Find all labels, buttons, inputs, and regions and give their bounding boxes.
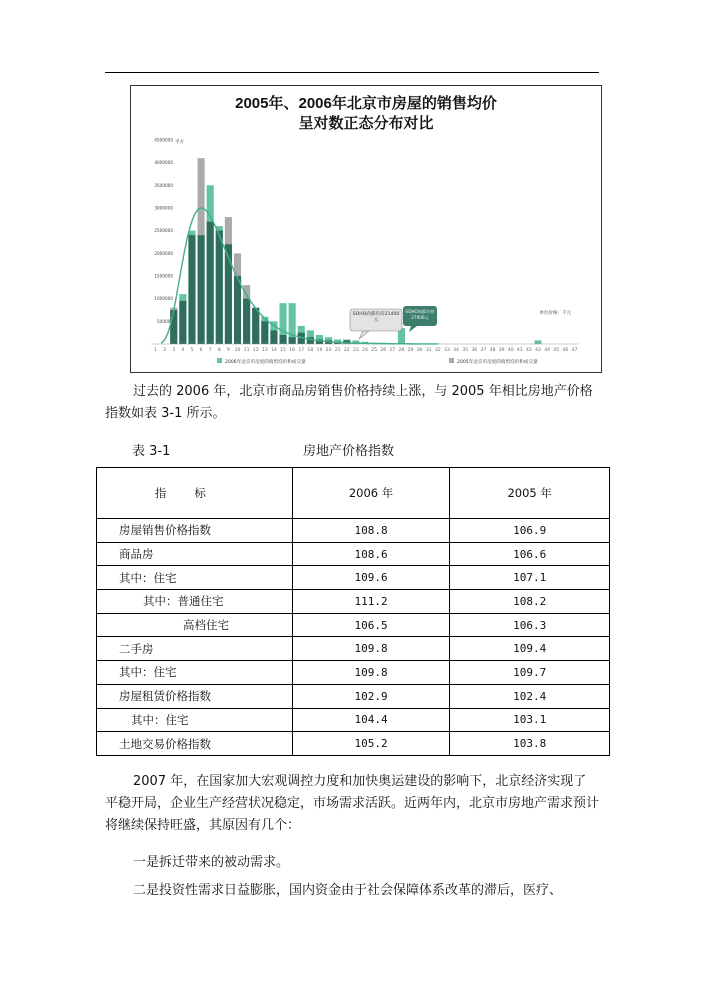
x-tick-label: 31	[425, 348, 432, 353]
table-row	[97, 637, 610, 661]
value-2005: 108.2	[450, 590, 610, 614]
value-2006: 105.2	[292, 732, 450, 756]
x-tick-label: 4	[181, 348, 185, 353]
value-2005: 103.8	[450, 732, 610, 756]
x-tick-label: 7	[208, 348, 212, 353]
x-tick-label: 39	[498, 348, 505, 353]
x-tick-label: 38	[489, 348, 496, 353]
bar-overlap-16	[289, 337, 296, 344]
row-label: 房屋销售价格指数	[97, 519, 293, 543]
y-tick-label: 500000	[157, 318, 173, 324]
value-2006: 108.6	[292, 542, 450, 566]
x-tick-label: 32	[434, 348, 441, 353]
table-row	[97, 684, 610, 708]
body-paragraph-2: 一是拆迁带来的被动需求。	[133, 855, 290, 870]
value-2005: 106.6	[450, 542, 610, 566]
x-tick-label: 8	[217, 348, 221, 353]
x-tick-label: 44	[544, 348, 551, 353]
table-row	[97, 708, 610, 732]
callout-2	[403, 306, 437, 332]
bar-overlap-3	[170, 310, 177, 344]
value-2006: 109.8	[292, 661, 450, 685]
value-2005: 103.1	[450, 708, 610, 732]
x-tick-label: 45	[553, 348, 560, 353]
x-tick-label: 43	[535, 348, 541, 353]
x-tick-label: 30	[416, 348, 423, 353]
x-tick-label: 12	[252, 348, 259, 353]
bar-overlap-10	[234, 276, 241, 344]
table-id: 表 3-1	[132, 444, 171, 459]
x-tick-label: 33	[444, 348, 450, 353]
legend	[217, 358, 538, 365]
x-tick-label: 17	[298, 348, 305, 353]
x-tick-label: 26	[380, 348, 387, 353]
chart-title-line2: 呈对数正态分布对比	[298, 115, 434, 132]
x-tick-label: 40	[507, 348, 514, 353]
x-tick-label: 10	[234, 348, 241, 353]
bar-overlap-15	[279, 335, 286, 344]
x-tick-label: 24	[362, 348, 368, 353]
x-tick-label: 20	[325, 348, 332, 353]
table-row	[97, 590, 610, 614]
value-2006: 111.2	[292, 590, 450, 614]
table-row	[97, 613, 610, 637]
x-tick-label: 14	[271, 348, 277, 353]
x-tick-label: 27	[389, 348, 396, 353]
value-2006: 109.6	[292, 566, 450, 590]
bar-overlap-11	[243, 299, 250, 344]
y-tick-label: 3500000	[154, 182, 173, 188]
row-label: 其中：普通住宅	[97, 590, 293, 614]
x-tick-label: 5	[190, 348, 194, 353]
x-tick-label: 34	[453, 348, 459, 353]
y-tick-label: 3000000	[154, 205, 173, 211]
x-tick-label: 25	[371, 348, 378, 353]
x-tick-label: 35	[462, 348, 469, 353]
y-tick-label: 2500000	[154, 228, 173, 234]
x-tick-label: 6	[199, 348, 203, 353]
price-index-table	[96, 467, 610, 756]
x-ticks-group	[154, 347, 577, 353]
y-tick-label: 4500000	[154, 137, 173, 143]
x-tick-label: 21	[334, 348, 341, 353]
row-label: 其中：住宅	[97, 566, 293, 590]
x-tick-label: 3	[172, 348, 176, 353]
y-tick-label: 4000000	[154, 160, 173, 166]
x-tick-label: 47	[571, 348, 578, 353]
bar-overlap-4	[179, 301, 186, 344]
x-tick-label: 42	[525, 348, 532, 353]
y-ticks-group	[154, 138, 173, 324]
value-2005: 106.9	[450, 519, 610, 543]
x-tick-label: 46	[562, 348, 569, 353]
x-tick-label: 16	[289, 348, 296, 353]
x-tick-label: 9	[226, 348, 230, 353]
table-row	[97, 732, 610, 756]
table-row	[97, 661, 610, 685]
x-tick-label: 23	[352, 348, 359, 353]
value-2005: 107.1	[450, 566, 610, 590]
callout-1-text: SOHO尚都均价21400元	[352, 312, 400, 323]
x-tick-label: 15	[280, 348, 286, 353]
callout-2-text: SOHO尚都均价27000元	[405, 309, 435, 320]
y-unit-label: 平方	[175, 140, 184, 145]
x-tick-label: 2	[163, 348, 167, 353]
x-tick-label: 36	[471, 348, 478, 353]
price-distribution-chart	[130, 85, 602, 373]
x-tick-label: 13	[261, 348, 268, 353]
row-label: 商品房	[97, 542, 293, 566]
table-header-row	[97, 468, 610, 519]
x-tick-label: 41	[516, 348, 523, 353]
table-title: 房地产价格指数	[303, 444, 395, 459]
value-2005: 106.3	[450, 613, 610, 637]
value-2005: 102.4	[450, 684, 610, 708]
table-row	[97, 566, 610, 590]
header-rule	[105, 72, 599, 73]
row-label: 其中：住宅	[97, 708, 293, 732]
header-indicator: 指标	[97, 468, 293, 519]
bar-overlap-7	[207, 222, 214, 344]
table-row	[97, 542, 610, 566]
y-tick-label: 1500000	[154, 273, 173, 279]
header-2005: 2005 年	[450, 468, 610, 519]
bar-overlap-8	[216, 231, 223, 344]
table-row	[97, 519, 610, 543]
header-2006: 2006 年	[292, 468, 450, 519]
row-label: 房屋租赁价格指数	[97, 684, 293, 708]
value-2005: 109.7	[450, 661, 610, 685]
bar-overlap-5	[188, 235, 195, 344]
x-tick-label: 19	[316, 348, 323, 353]
chart-svg	[131, 86, 601, 372]
x-tick-label: 37	[480, 348, 487, 353]
body-paragraph-3: 二是投资性需求日益膨胀，国内资金由于社会保障体系改革的滞后，医疗、	[133, 883, 563, 898]
value-2006: 102.9	[292, 684, 450, 708]
x-tick-label: 29	[407, 348, 414, 353]
bar-overlap-13	[261, 321, 268, 344]
x-tick-label: 18	[307, 348, 314, 353]
value-2006: 109.8	[292, 637, 450, 661]
y-tick-label: 1000000	[154, 296, 173, 302]
legend-2006: 2006年北京市房屋的销售均价和成交量	[225, 360, 306, 365]
x-tick-label: 22	[343, 348, 350, 353]
x-tick-label: 1	[154, 348, 158, 353]
callout-1	[350, 309, 402, 339]
bar-overlap-6	[198, 235, 205, 344]
row-label: 其中：住宅	[97, 661, 293, 685]
value-2006: 104.4	[292, 708, 450, 732]
bar-overlap-14	[270, 330, 277, 344]
x-unit-label: 单位价格：千元	[539, 311, 571, 316]
row-label: 二手房	[97, 637, 293, 661]
row-label: 高档住宅	[97, 613, 293, 637]
x-tick-label: 11	[243, 348, 250, 353]
body-paragraph-1: 2007 年，在国家加大宏观调控力度和加快奥运建设的影响下，北京经济实现了平稳开局，企业生产经营状况稳定，市场需求活跃。近两年内，北京市房地产需求预计将继续保持旺盛，其原因有几个：	[105, 774, 600, 833]
bar-43	[534, 340, 541, 344]
value-2005: 109.4	[450, 637, 610, 661]
chart-title-line1: 2005年、2006年北京市房屋的销售均价	[235, 95, 497, 112]
intro-paragraph: 过去的 2006 年，北京市商品房销售价格持续上涨，与 2005 年相比房地产价格指数如表 3-1 所示。	[105, 384, 593, 421]
bar-overlap-12	[252, 308, 259, 344]
y-tick-label: 2000000	[154, 250, 173, 256]
row-label: 土地交易价格指数	[97, 732, 293, 756]
value-2006: 108.8	[292, 519, 450, 543]
x-tick-label: 28	[398, 348, 405, 353]
value-2006: 106.5	[292, 613, 450, 637]
legend-2005: 2005年北京市房屋的销售均价和成交量	[457, 360, 538, 365]
